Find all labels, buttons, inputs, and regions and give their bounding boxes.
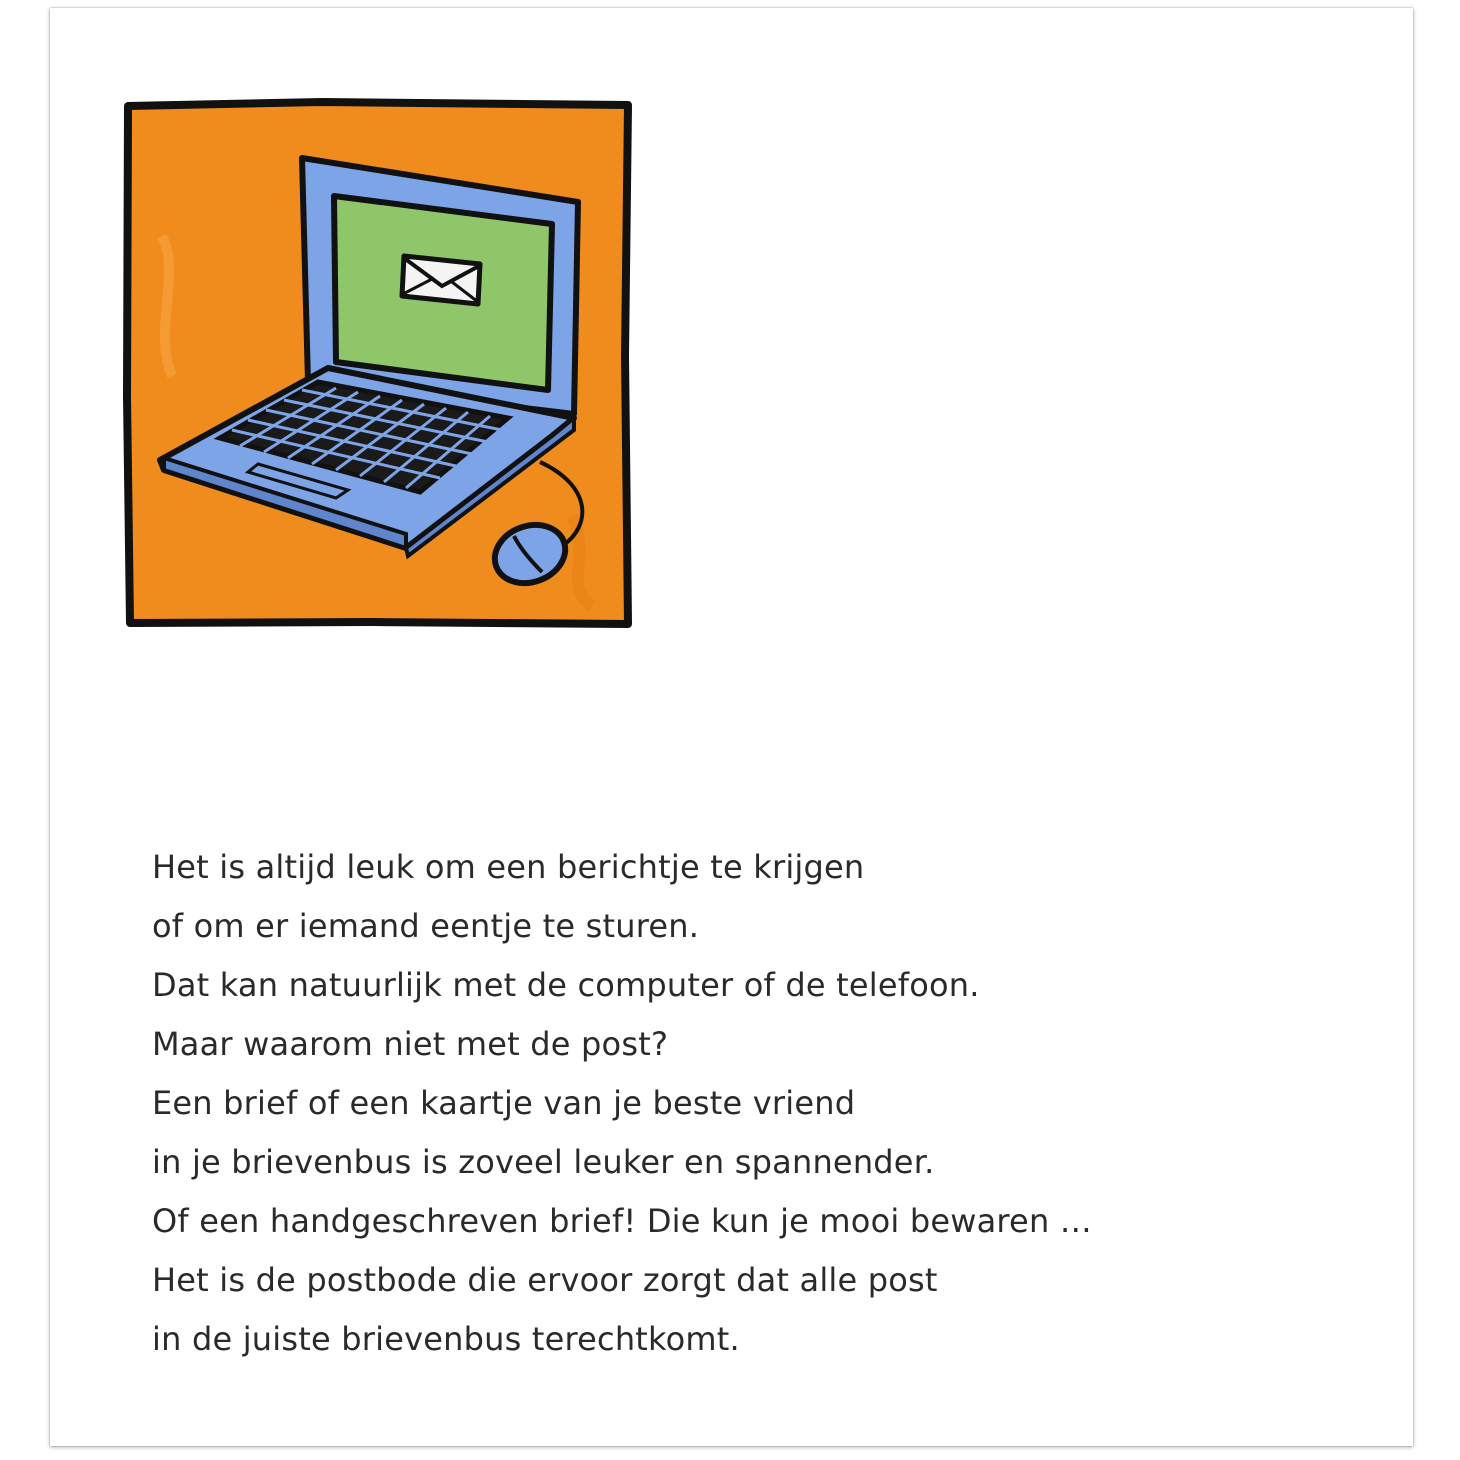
laptop-illustration <box>122 96 634 630</box>
text-line: Een brief of een kaartje van je beste vriend <box>152 1084 856 1122</box>
laptop-illustration-svg <box>122 96 634 630</box>
text-line: Het is altijd leuk om een berichtje te krijgen <box>152 848 865 886</box>
text-line: Dat kan natuurlijk met de computer of de telefoon. <box>152 966 980 1004</box>
text-line: Of een handgeschreven brief! Die kun je mooi bewaren … <box>152 1202 1093 1240</box>
envelope-icon <box>402 256 480 304</box>
body-text <box>152 838 1302 1369</box>
text-line: in je brievenbus is zoveel leuker en spannender. <box>152 1143 935 1181</box>
text-line: in de juiste brievenbus terechtkomt. <box>152 1320 740 1358</box>
text-line: Het is de postbode die ervoor zorgt dat alle post <box>152 1261 938 1299</box>
book-page <box>50 8 1413 1446</box>
text-line: Maar waarom niet met de post? <box>152 1025 669 1063</box>
text-line: of om er iemand eentje te sturen. <box>152 907 700 945</box>
